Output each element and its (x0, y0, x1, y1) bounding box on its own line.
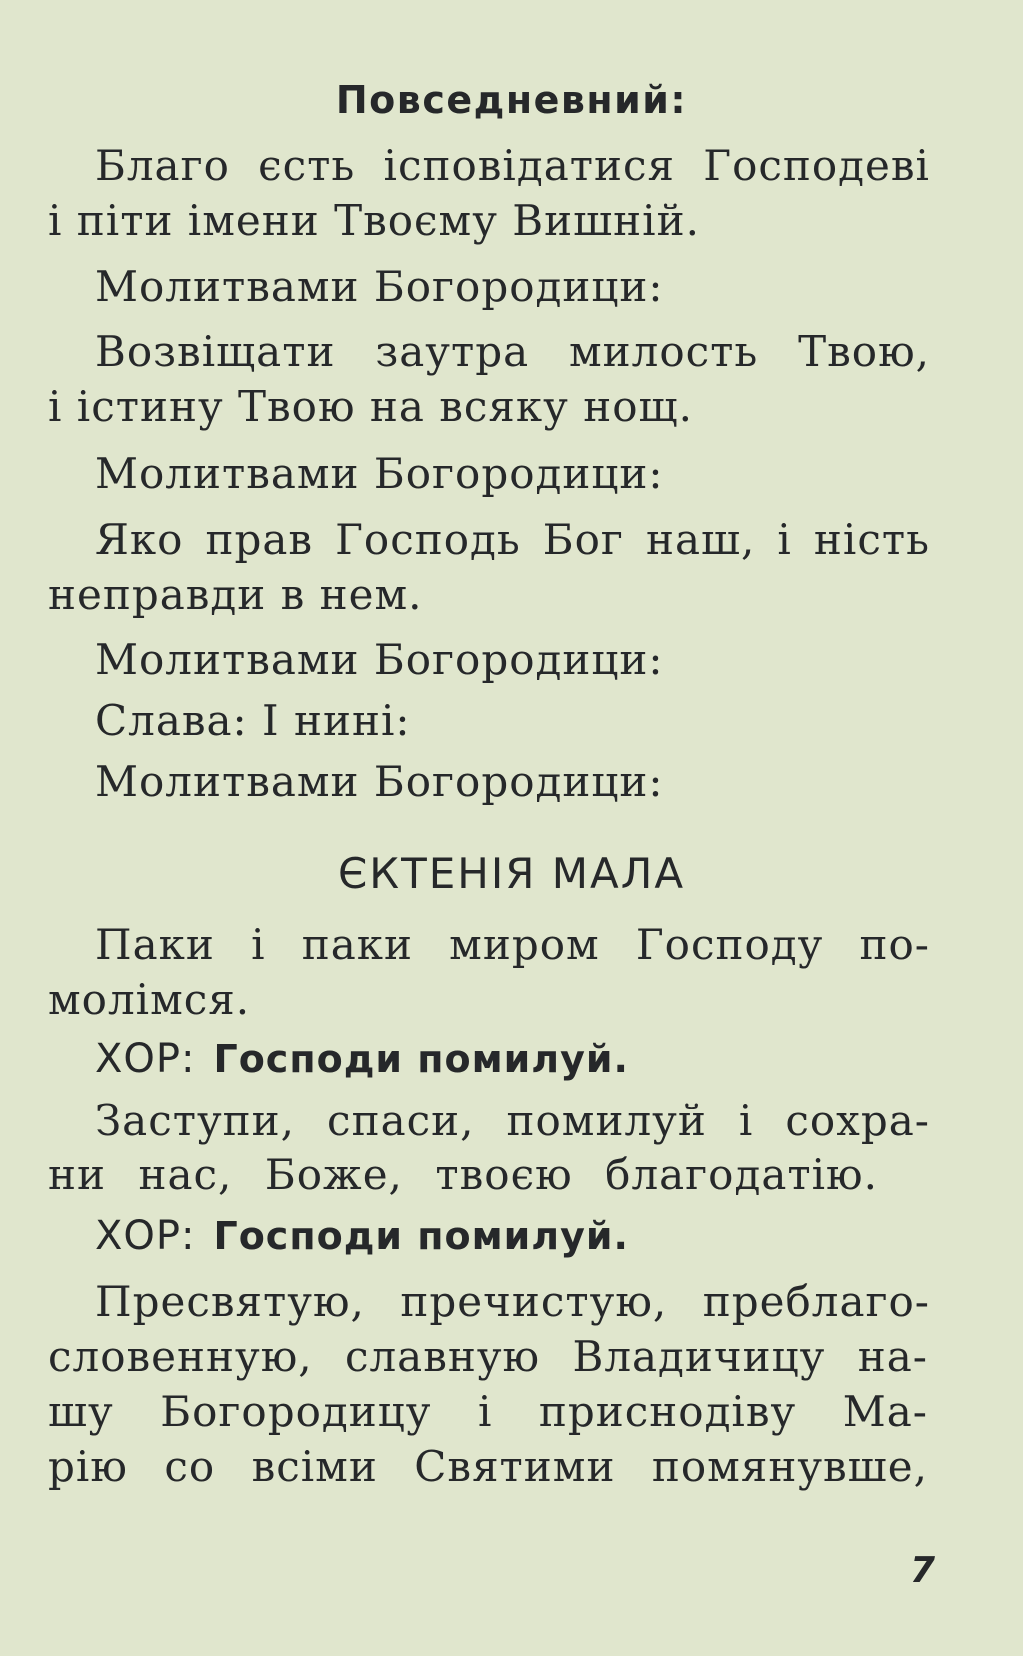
page-number: 7 (909, 1550, 935, 1591)
verse-1-line-2: і піти імени Твоєму Вишній. (48, 196, 700, 245)
petition-3-line-3 (48, 1384, 928, 1440)
word: Паки (95, 920, 215, 969)
choir-response-1 (95, 1030, 930, 1087)
word: Заступи, (95, 1096, 296, 1145)
verse-3-line-2: неправди в нем. (48, 570, 423, 619)
word: ни (48, 1150, 106, 1199)
word: Святими (414, 1442, 616, 1491)
heading-text: Повседневний: (335, 78, 688, 122)
word: приснодіву (538, 1387, 797, 1436)
choir-label: ХОР: (95, 1036, 196, 1082)
word: Пресвятую, (95, 1277, 365, 1326)
word: Возвіщати (95, 327, 336, 376)
verse-3-line-1 (95, 512, 930, 568)
choir-label: ХОР: (95, 1213, 196, 1259)
word: Твою, (798, 327, 930, 376)
word: Благо (95, 141, 230, 190)
word: Господеві (703, 141, 930, 190)
word: Господу (635, 920, 824, 969)
petition-3-line-1 (95, 1274, 930, 1330)
word: всіми (251, 1442, 378, 1491)
word: благодатію. (605, 1150, 878, 1199)
word: помилуй (506, 1096, 707, 1145)
word: Ма- (842, 1387, 928, 1436)
refrain: Молитвами Богородици: (95, 757, 664, 806)
refrain: Молитвами Богородици: (95, 262, 664, 311)
petition-2-line-1 (95, 1093, 930, 1149)
word: наш, (645, 515, 756, 564)
word: сохра- (785, 1096, 930, 1145)
word: славную (344, 1332, 541, 1381)
word: миром (449, 920, 600, 969)
petition-1-line-1 (95, 917, 930, 973)
word: по- (859, 920, 930, 969)
petition-2-line-2 (48, 1147, 878, 1203)
word: на- (857, 1332, 928, 1381)
word: шу (48, 1387, 114, 1436)
glory-line: Слава: І нині: (95, 696, 411, 745)
heading (0, 72, 1023, 128)
choir-response-2 (95, 1207, 930, 1264)
word: со (164, 1442, 216, 1491)
section-title-text: ЄКТЕНІЯ МАЛА (337, 849, 686, 898)
word: Господь (335, 515, 521, 564)
verse-1-line-1 (95, 138, 930, 194)
refrain: Молитвами Богородици: (95, 449, 664, 498)
word: Владичицу (572, 1332, 826, 1381)
section-title (0, 846, 1023, 902)
word: Яко (95, 515, 184, 564)
verse-2-line-1 (95, 324, 930, 380)
word: ність (813, 515, 930, 564)
word: Богородицу (160, 1387, 432, 1436)
choir-response-text: Господи помилуй. (213, 1214, 629, 1258)
word: милость (569, 327, 759, 376)
word: пречистую, (400, 1277, 668, 1326)
word: Бог (542, 515, 624, 564)
word: твоєю (435, 1150, 573, 1199)
word: прав (205, 515, 314, 564)
word: і (251, 920, 266, 969)
word: і (777, 515, 792, 564)
refrain: Молитвами Богородици: (95, 635, 664, 684)
word: ісповідатися (383, 141, 676, 190)
word: нас, (138, 1150, 233, 1199)
word: спаси, (327, 1096, 475, 1145)
petition-3-line-4 (48, 1439, 928, 1495)
word: паки (301, 920, 413, 969)
word: словенную, (48, 1332, 313, 1381)
word: і (738, 1096, 754, 1145)
word: преблаго- (702, 1277, 930, 1326)
choir-response-text: Господи помилуй. (213, 1037, 629, 1081)
petition-3-line-2 (48, 1329, 928, 1385)
verse-2-line-2: і істину Твою на всяку нощ. (48, 382, 693, 431)
word: Боже, (264, 1150, 403, 1199)
word: заутра (375, 327, 530, 376)
petition-1-line-2: молімся. (48, 975, 251, 1024)
word: помянувше, (651, 1442, 928, 1491)
word: єсть (258, 141, 356, 190)
word: і (477, 1387, 493, 1436)
word: рію (48, 1442, 128, 1491)
